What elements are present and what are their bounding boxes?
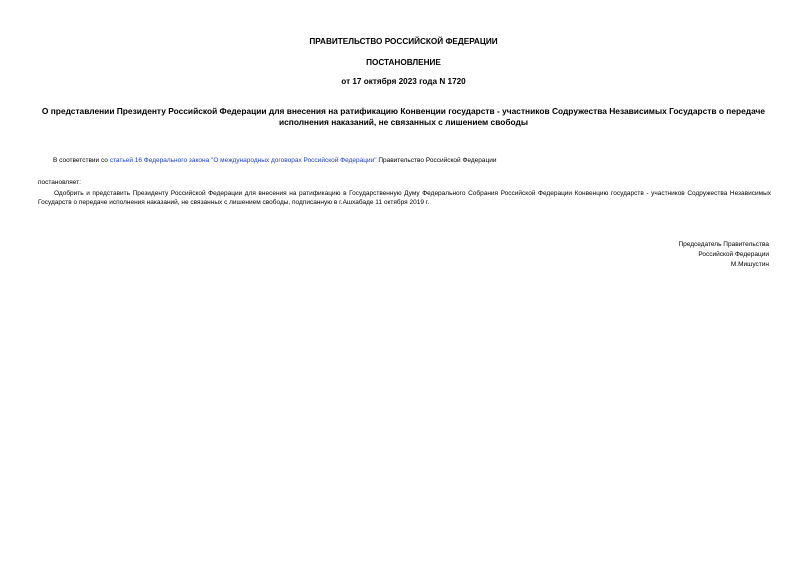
- document-subject: О представлении Президенту Российской Федерации для внесения на ратификацию Конвенции государств - участников Содружества Независимых Государств о передаче исполнения наказаний, не связанных с лишением свободы: [41, 106, 766, 127]
- legal-basis-prefix: В соответствии со: [53, 157, 110, 164]
- signatory-position-line1: Председатель Правительства: [678, 241, 769, 248]
- signatory-position-line2: Российской Федерации: [698, 251, 769, 258]
- signatory-name: М.Мишустин: [730, 261, 769, 268]
- document-date-number: от 17 октября 2023 года N 1720: [341, 77, 466, 86]
- document-type: ПОСТАНОВЛЕНИЕ: [366, 58, 441, 67]
- decision-paragraph: Одобрить и представить Президенту Российской Федерации для внесения на ратификацию в Государственную Думу Федерального Собрания Российской Федерации Конвенцию государств - участников Содружества Независимых Государств о передаче исполнения наказаний, не связанных с лишением свободы, подписанную в г.Ашхабаде 11 октября 2019 г.: [38, 190, 771, 206]
- legal-basis-paragraph: [53, 156, 773, 165]
- resolves-text: постановляет:: [38, 179, 81, 186]
- legal-basis-link[interactable]: статьей 16 Федерального закона "О международных договорах Российской Федерации": [109, 157, 377, 164]
- legal-basis-suffix: Правительство Российской Федерации: [376, 157, 497, 164]
- issuing-authority: ПРАВИТЕЛЬСТВО РОССИЙСКОЙ ФЕДЕРАЦИИ: [309, 37, 498, 46]
